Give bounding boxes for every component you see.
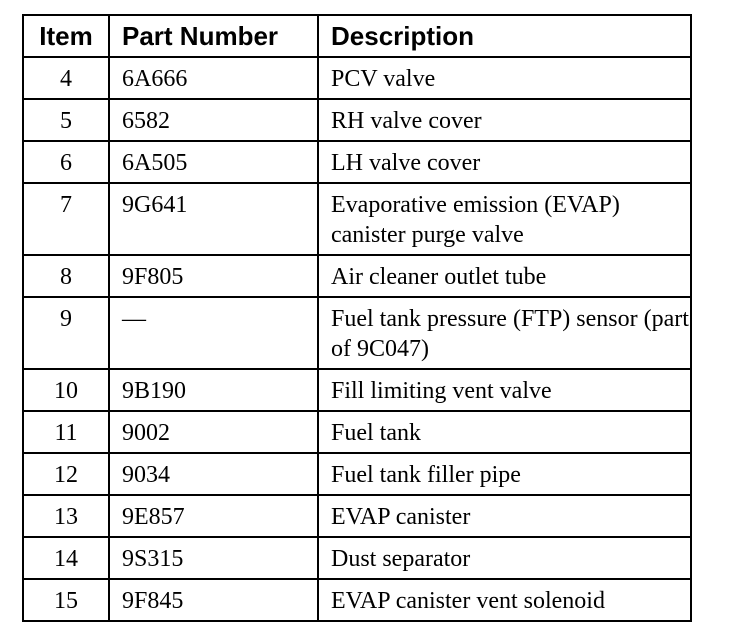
item-cell: 5 [23,99,109,141]
item-cell: 12 [23,453,109,495]
item-cell: 9 [23,297,109,369]
item-cell: 4 [23,57,109,99]
item-cell: 7 [23,183,109,255]
table-row [23,99,691,141]
part-number-cell: 9G641 [109,183,318,255]
table-row [23,141,691,183]
part-number-cell: 9B190 [109,369,318,411]
description-cell: LH valve cover [318,141,691,183]
item-cell: 11 [23,411,109,453]
table-row [23,411,691,453]
part-number-cell: 9F845 [109,579,318,621]
part-number-cell: 6582 [109,99,318,141]
description-cell: RH valve cover [318,99,691,141]
description-cell: Fuel tank filler pipe [318,453,691,495]
description-cell: Fill limiting vent valve [318,369,691,411]
description-cell: PCV valve [318,57,691,99]
table-row [23,369,691,411]
table-row [23,495,691,537]
item-cell: 6 [23,141,109,183]
item-column-header: Item [23,15,109,57]
part-number-cell: 6A505 [109,141,318,183]
part-number-cell: — [109,297,318,369]
part-number-column-header: Part Number [109,15,318,57]
table-header-row [23,15,691,57]
part-number-cell: 6A666 [109,57,318,99]
table-row [23,453,691,495]
part-number-cell: 9034 [109,453,318,495]
item-cell: 8 [23,255,109,297]
table-row [23,537,691,579]
part-number-cell: 9S315 [109,537,318,579]
description-cell: EVAP canister [318,495,691,537]
item-cell: 13 [23,495,109,537]
table-row [23,57,691,99]
description-cell: Evaporative emission (EVAP) canister purge valve [318,183,691,255]
description-cell: Fuel tank pressure (FTP) sensor (part of 9C047) [318,297,691,369]
description-cell: Air cleaner outlet tube [318,255,691,297]
part-number-cell: 9F805 [109,255,318,297]
part-number-cell: 9E857 [109,495,318,537]
item-cell: 15 [23,579,109,621]
table-row [23,255,691,297]
parts-table [22,14,692,622]
table-row [23,297,691,369]
description-cell: EVAP canister vent solenoid [318,579,691,621]
description-cell: Dust separator [318,537,691,579]
table-row [23,579,691,621]
description-column-header: Description [318,15,691,57]
item-cell: 14 [23,537,109,579]
table-row [23,183,691,255]
part-number-cell: 9002 [109,411,318,453]
item-cell: 10 [23,369,109,411]
description-cell: Fuel tank [318,411,691,453]
